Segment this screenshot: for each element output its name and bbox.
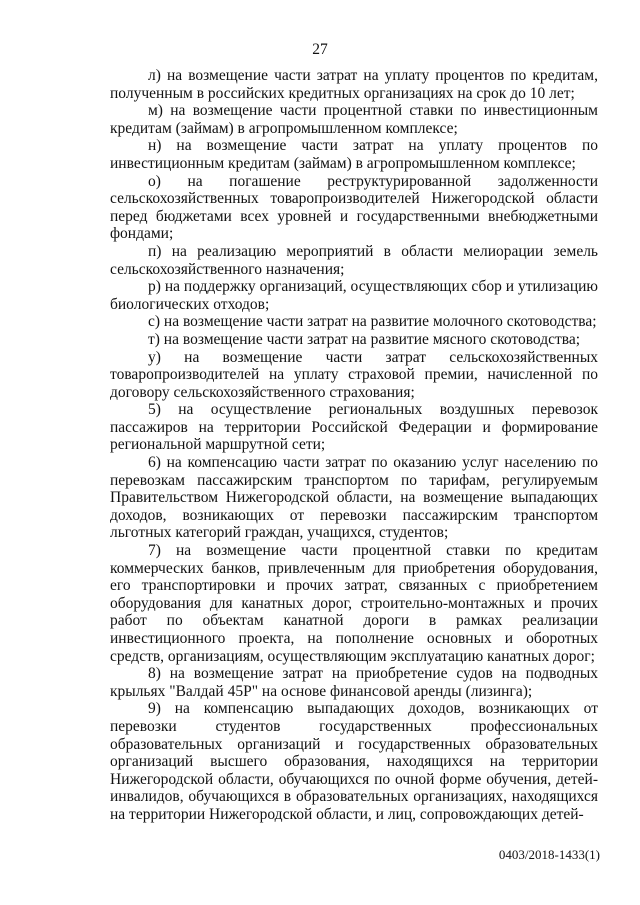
paragraph-6: 6) на компенсацию части затрат по оказанию услуг населению по перевозкам пассажирским транспортом по тарифам, регулируемым Правительством Нижегородской области, на возмещение выпадающих доходов, возникающих от перевозки пассажирским транспортом льготных категорий граждан, учащихся, студентов; — [110, 454, 598, 542]
paragraph-r: р) на поддержку организаций, осуществляющих сбор и утилизацию биологических отходов; — [110, 278, 598, 313]
paragraph-t: т) на возмещение части затрат на развитие мясного скотоводства; — [148, 330, 581, 348]
paragraph-l: л) на возмещение части затрат на уплату процентов по кредитам, полученным в российских кредитных организациях на срок до 10 лет; — [110, 67, 598, 102]
paragraph-u: у) на возмещение части затрат сельскохозяйственных товаропроизводителей на уплату страховой премии, начисленной по договору сельскохозяйственного страхования; — [110, 348, 598, 401]
paragraph-m: м) на возмещение части процентной ставки по инвестиционным кредитам (займам) в агропромышленном комплексе; — [110, 102, 598, 137]
paragraph-8: 8) на возмещение затрат на приобретение судов на подводных крыльях "Валдай 45Р" на основе финансовой аренды (лизинга); — [110, 665, 598, 700]
footer-document-code: 0403/2018-1433(1) — [498, 847, 600, 862]
paragraph-7: 7) на возмещение части процентной ставки по кредитам коммерческих банков, привлеченным для приобретения оборудования, его транспортировки и прочих затрат, связанных с приобретением оборудования для канатных дорог, строительно-монтажных и прочих работ по объектам канатной дороги в рамках реализации инвестиционного проекта, на пополнение основных и оборотных средств, организациям, осуществляющим эксплуатацию канатных дорог; — [110, 542, 598, 665]
paragraph-o: о) на погашение реструктурированной задолженности сельскохозяйственных товаропроизводителей Нижегородской области перед бюджетами всех уровней и государственными внебюджетными фондами; — [110, 172, 598, 243]
paragraph-s: с) на возмещение части затрат на развитие молочного скотоводства; — [148, 313, 597, 331]
paragraph-5: 5) на осуществление региональных воздушных перевозок пассажиров на территории Российской Федерации и формирование региональной маршрутной сети; — [110, 401, 598, 454]
document-body — [110, 67, 598, 824]
paragraph-n: н) на возмещение части затрат на уплату процентов по инвестиционным кредитам (займам) в агропромышленном комплексе; — [110, 137, 598, 172]
paragraph-9: 9) на компенсацию выпадающих доходов, возникающих от перевозки студентов государственных профессиональных образовательных организаций и государственных образовательных организаций высшего образования, находящихся на территории Нижегородской области, обучающихся по очной форме обучения, детей-инвалидов, обучающихся в образовательных организациях, находящихся на территории Нижегородской области, и лиц, сопровождающих детей- — [110, 700, 598, 823]
page-number: 27 — [312, 41, 328, 58]
paragraph-p: п) на реализацию мероприятий в области мелиорации земель сельскохозяйственного назначения; — [110, 242, 598, 278]
